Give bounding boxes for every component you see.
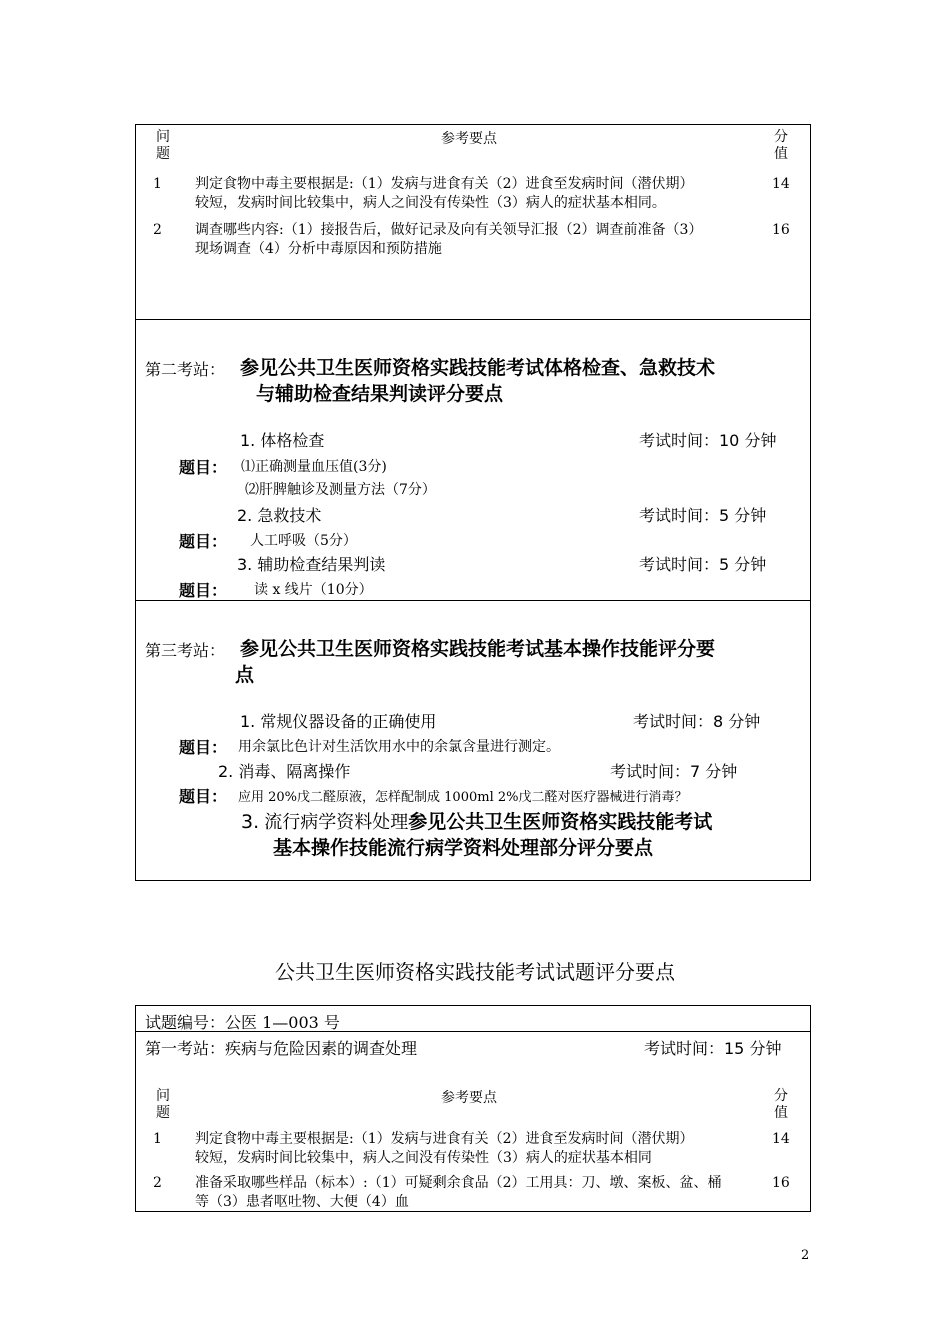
station2-item1-time: 考试时间：10 分钟	[639, 431, 777, 450]
table1-col-score	[774, 129, 788, 163]
station2-item2-time: 考试时间：5 分钟	[639, 506, 767, 525]
station3-item3-bold2: 基本操作技能流行病学资料处理部分评分要点	[273, 837, 654, 859]
station3-item2-name: 2. 消毒、隔离操作	[218, 762, 351, 781]
station1-label: 第一考站：疾病与危险因素的调查处理	[145, 1039, 418, 1058]
station3-item1-label: 题目：	[179, 738, 228, 757]
station3-prefix: 第三考站：	[145, 641, 226, 660]
station3-item3-bold1: 参见公共卫生医师资格实践技能考试	[408, 811, 713, 833]
station2-item2-label: 题目：	[179, 532, 228, 551]
exam-code-value: 公医 1—003 号	[225, 1013, 340, 1032]
station1-time: 考试时间：15 分钟	[644, 1039, 782, 1058]
table1-row1-text	[195, 175, 694, 213]
table2-col-q-line2: 题	[156, 1105, 170, 1121]
table1-row1-line2: 较短，发病时间比较集中，病人之间没有传染性（3）病人的症状基本相同。	[195, 195, 666, 211]
table2-col-q-line1: 问	[156, 1088, 170, 1104]
table1-col-q-line1: 问	[156, 129, 170, 145]
station2-title-line1: 参见公共卫生医师资格实践技能考试体格检查、急救技术	[240, 357, 716, 379]
station2-prefix: 第二考站：	[145, 360, 226, 379]
table1-row2-line2: 现场调查（4）分析中毒原因和预防措施	[195, 241, 442, 257]
station3-item1-name: 1. 常规仪器设备的正确使用	[240, 712, 437, 731]
table2-row1-line1: 判定食物中毒主要根据是:（1）发病与进食有关（2）进食至发病时间（潜伏期）	[195, 1131, 694, 1147]
station2-title-line2: 与辅助检查结果判读评分要点	[256, 383, 504, 405]
table1-row1-num: 1	[153, 176, 162, 192]
table2-row1-num: 1	[153, 1131, 162, 1147]
exam-code	[145, 1010, 340, 1032]
exam-code-label: 试题编号：	[145, 1013, 226, 1032]
station2-item1-label: 题目：	[179, 458, 228, 477]
table1-row1-score: 14	[772, 176, 790, 192]
station2-item1-name: 1. 体格检查	[240, 431, 325, 450]
station2-item3-name: 3. 辅助检查结果判读	[237, 555, 386, 574]
table2-col-score-line2: 值	[774, 1105, 788, 1121]
table1-row1-line1: 判定食物中毒主要根据是:（1）发病与进食有关（2）进食至发病时间（潜伏期）	[195, 176, 694, 192]
table1-col-score-line1: 分	[774, 129, 788, 145]
station3-item1-sub: 用余氯比色计对生活饮用水中的余氯含量进行测定。	[238, 739, 560, 755]
station3-item1-time: 考试时间：8 分钟	[633, 712, 761, 731]
table2-row2-line1: 准备采取哪些样品（标本）:（1）可疑剩余食品（2）工用具：刀、墩、案板、盆、桶	[195, 1175, 722, 1191]
exam-divider	[136, 1031, 810, 1032]
table2-row1-score: 14	[772, 1131, 790, 1147]
station2-item3-sub1: 读 x 线片（10分）	[254, 582, 373, 598]
station3-item3-num: 3.	[241, 811, 260, 833]
table1-box	[135, 124, 811, 320]
table2-row2-line2: 等（3）患者呕吐物、大便（4）血	[195, 1194, 409, 1210]
table1-row2-num: 2	[153, 222, 162, 238]
table2-row2-text	[195, 1174, 722, 1212]
station3-box	[135, 600, 811, 881]
table2-row1-line2: 较短，发病时间比较集中，病人之间没有传染性（3）病人的症状基本相同	[195, 1150, 652, 1166]
station3-item3	[241, 807, 712, 834]
station2-item1-sub2: ⑵肝脾触诊及测量方法（7分）	[245, 482, 436, 498]
station2-item3-time: 考试时间：5 分钟	[639, 555, 767, 574]
table2-row1-text	[195, 1130, 694, 1168]
station3-item2-sub: 应用 20%戊二醛原液，怎样配制成 1000ml 2%戊二醛对医疗器械进行消毒？	[238, 790, 688, 805]
station3-title-line1: 参见公共卫生医师资格实践技能考试基本操作技能评分要	[240, 638, 716, 660]
table2-col-score-line1: 分	[774, 1088, 788, 1104]
exam-info-box	[135, 1005, 811, 1212]
table2-col-points: 参考要点	[441, 1090, 497, 1106]
table1-col-points: 参考要点	[441, 131, 497, 147]
station2-item2-name: 2. 急救技术	[237, 506, 322, 525]
station3-item2-time: 考试时间：7 分钟	[610, 762, 738, 781]
table1-row2-text	[195, 221, 702, 259]
station3-title-line2: 点	[235, 664, 255, 686]
table1-col-q-line2: 题	[156, 146, 170, 162]
table1-col-q	[156, 129, 170, 163]
table2-col-score	[774, 1088, 788, 1122]
table2-row2-score: 16	[772, 1175, 790, 1191]
station2-item2-sub1: 人工呼吸（5分）	[250, 533, 357, 549]
station3-item2-label: 题目：	[179, 787, 228, 806]
station2-box	[135, 319, 811, 601]
table2-row2-num: 2	[153, 1175, 162, 1191]
station2-item3-label: 题目：	[179, 581, 228, 600]
table2-col-q	[156, 1088, 170, 1122]
table1-col-score-line2: 值	[774, 146, 788, 162]
table1-row2-score: 16	[772, 222, 790, 238]
table1-row2-line1: 调查哪些内容:（1）接报告后，做好记录及向有关领导汇报（2）调查前准备（3）	[195, 222, 703, 238]
station2-item1-sub1: ⑴正确测量血压值(3分)	[241, 459, 387, 475]
station3-item3-plain: 流行病学资料处理	[264, 812, 409, 833]
page-title: 公共卫生医师资格实践技能考试试题评分要点	[275, 960, 675, 984]
page-number: 2	[801, 1248, 810, 1263]
